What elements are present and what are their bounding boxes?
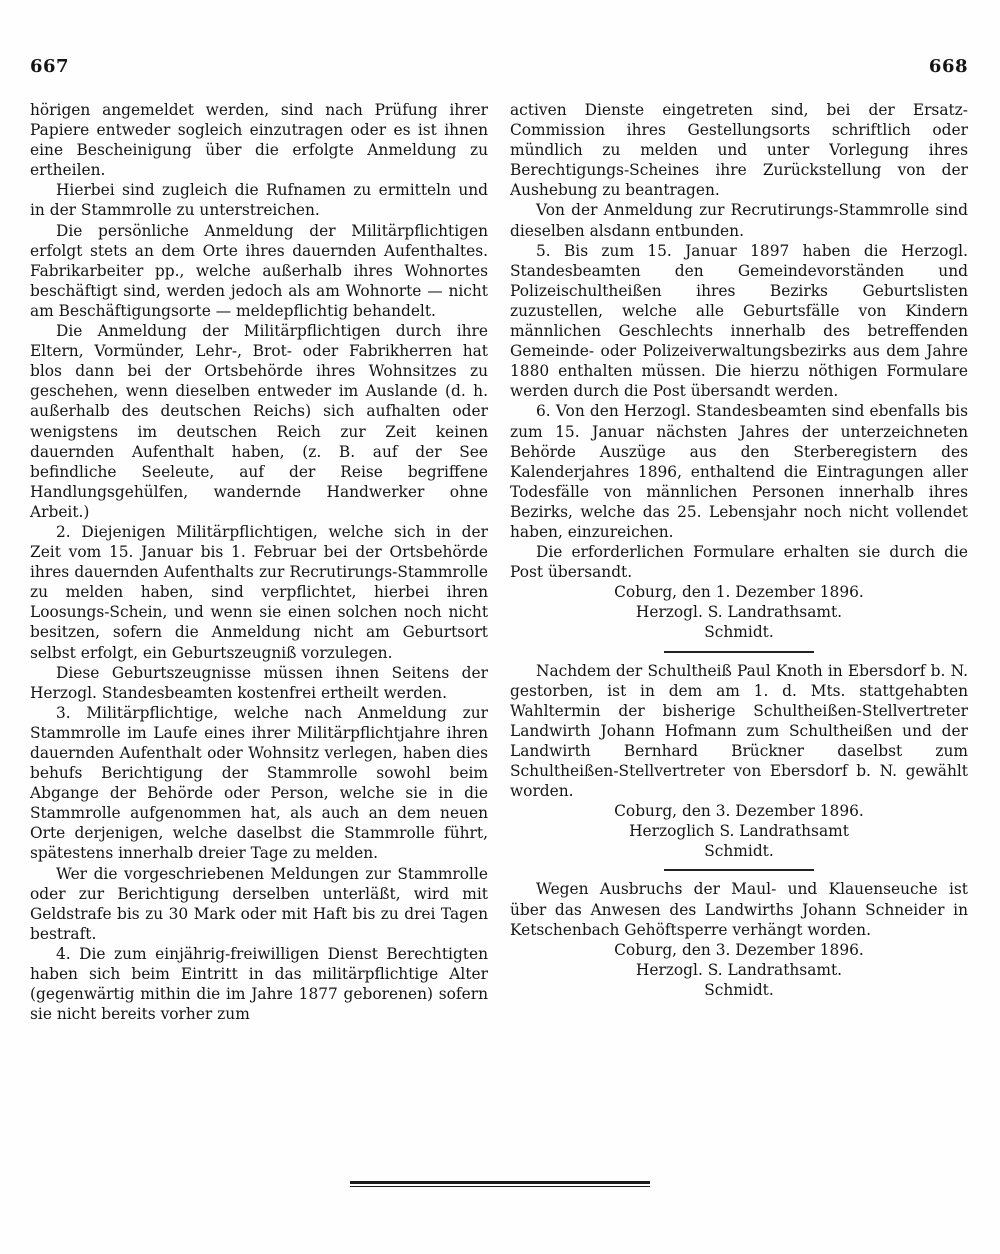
- paragraph: Wegen Ausbruchs der Maul- und Klauenseuche ist über das Anwesen des Landwirths Johann Schneider in Ketschenbach Gehöftsperre verhängt worden.: [510, 880, 968, 939]
- paragraph: Die persönliche Anmeldung der Militärpflichtigen erfolgt stets an dem Orte ihres dauernden Aufenthaltes. Fabrikarbeiter pp., welche außerhalb ihres Wohnortes beschäftigt sind, werden jedoch als am Wohnorte — nicht am Beschäftigungsorte — meldepflichtig behandelt.: [30, 221, 488, 320]
- paragraph: Diese Geburtszeugnisse müssen ihnen Seitens der Herzogl. Standesbeamten kostenfrei ertheilt werden.: [30, 663, 488, 702]
- paragraph: 3. Militärpflichtige, welche nach Anmeldung zur Stammrolle im Laufe eines ihrer Militärpflichtjahre ihren dauernden Aufenthalt oder Wohnsitz verlegen, haben dies behufs Berichtigung der Stammrolle sowohl beim Abgange der Behörde oder Person, welche sie in die Stammrolle aufgenommen hat, als auch an dem neuen Orte derjenigen, welche daselbst die Stammrolle führt, spätestens innerhalb dreier Tage zu melden.: [30, 703, 488, 863]
- bottom-double-rule-thick: [350, 1181, 650, 1184]
- bottom-double-rule-thin: [350, 1186, 650, 1187]
- date-line: Coburg, den 1. Dezember 1896.: [614, 583, 864, 602]
- issuing-office: Herzoglich S. Landrathsamt: [629, 822, 849, 841]
- issuing-office: Herzogl. S. Landrathsamt.: [635, 960, 843, 979]
- paragraph: Wer die vorgeschriebenen Meldungen zur Stammrolle oder zur Berichtigung derselben unterläßt, wird mit Geldstrafe bis zu 30 Mark oder mit Haft bis zu drei Tagen bestraft.: [30, 864, 488, 943]
- page-number-right: 668: [928, 56, 968, 77]
- paragraph: 6. Von den Herzogl. Standesbeamten sind ebenfalls bis zum 15. Januar nächsten Jahres der unterzeichneten Behörde Auszüge aus den Sterberegistern des Kalenderjahres 1896, enthaltend die Eintragungen aller Todesfälle von männlichen Personen innerhalb ihres Bezirks, welche das 25. Lebensjahr noch nicht vollendet haben, einzureichen.: [510, 402, 968, 541]
- paragraph: 2. Diejenigen Militärpflichtigen, welche sich in der Zeit vom 15. Januar bis 1. Februar bei der Ortsbehörde ihres dauernden Aufenthalts zur Recrutirungs-Stammrolle zu melden haben, sind verpflichtet, hierbei ihren Loosungs-Schein, und wenn sie einen solchen noch nicht besitzen, sofern die Anmeldung nicht am Geburtsort selbst erfolgt, ein Geburtszeugniß vorzulegen.: [30, 522, 488, 662]
- section-divider: [664, 869, 814, 871]
- signature: Schmidt.: [704, 623, 774, 642]
- paragraph: Die erforderlichen Formulare erhalten sie durch die Post übersandt.: [510, 543, 968, 582]
- paragraph: Nachdem der Schultheiß Paul Knoth in Ebersdorf b. N. gestorben, ist in dem am 1. d. Mts. stattgehabten Wahltermin der bisherige Schultheißen-Stellvertreter Landwirth Johann Hofmann zum Schultheißen und der Landwirth Bernhard Brückner daselbst zum Schultheißen-Stellvertreter von Ebersdorf b. N. gewählt worden.: [510, 661, 968, 801]
- issuing-office: Herzogl. S. Landrathsamt.: [635, 603, 843, 622]
- paragraph: Von der Anmeldung zur Recrutirungs-Stammrolle sind dieselben alsdann entbunden.: [510, 201, 968, 240]
- date-line: Coburg, den 3. Dezember 1896.: [614, 940, 864, 959]
- section-divider: [664, 651, 814, 653]
- paragraph: 4. Die zum einjährig-freiwilligen Dienst Berechtigten haben sich beim Eintritt in das militärpflichtige Alter (gegenwärtig mithin die im Jahre 1877 geborenen) sofern sie nicht bereits vorher zum: [30, 944, 488, 1024]
- signature: Schmidt.: [704, 842, 774, 861]
- page-number-left: 667: [30, 56, 70, 77]
- paragraph: activen Dienste eingetreten sind, bei der Ersatz-Commission ihres Gestellungsorts schriftlich oder mündlich zu melden und unter Vorlegung ihres Berechtigungs-Scheines ihre Zurückstellung von der Aushebung zu beantragen.: [510, 101, 968, 200]
- right-column: [510, 100, 968, 1000]
- paragraph: Die Anmeldung der Militärpflichtigen durch ihre Eltern, Vormünder, Lehr-, Brot- oder Fabrikherren hat blos dann bei der Ortsbehörde ihres Wohnsitzes zu geschehen, wenn dieselben entweder im Auslande (d. h. außerhalb des deutschen Reichs) sich aufhalten oder wenigstens im deutschen Reich zur Zeit keinen dauernden Aufenthalt haben, (z. B. auf der See befindliche Seeleute, auf der Reise begriffene Handlungsgehülfen, wandernde Handwerker ohne Arbeit.): [30, 322, 488, 521]
- paragraph: hörigen angemeldet werden, sind nach Prüfung ihrer Papiere entweder sogleich einzutragen oder es ist ihnen eine Bescheinigung über die erfolgte Anmeldung zu ertheilen.: [30, 101, 488, 180]
- date-line: Coburg, den 3. Dezember 1896.: [614, 802, 864, 821]
- paragraph: Hierbei sind zugleich die Rufnamen zu ermitteln und in der Stammrolle zu unterstreichen.: [30, 181, 488, 220]
- paragraph: 5. Bis zum 15. Januar 1897 haben die Herzogl. Standesbeamten den Gemeindevorständen und Polizeischultheißen ihres Bezirks Geburtslisten zuzustellen, welche alle Geburtsfälle von Kindern männlichen Geschlechts innerhalb des betreffenden Gemeinde- oder Polizeiverwaltungsbezirks aus dem Jahre 1880 enthalten müssen. Die hierzu nöthigen Formulare werden durch die Post übersandt werden.: [510, 241, 968, 401]
- left-column: [30, 100, 488, 1024]
- signature: Schmidt.: [704, 980, 774, 999]
